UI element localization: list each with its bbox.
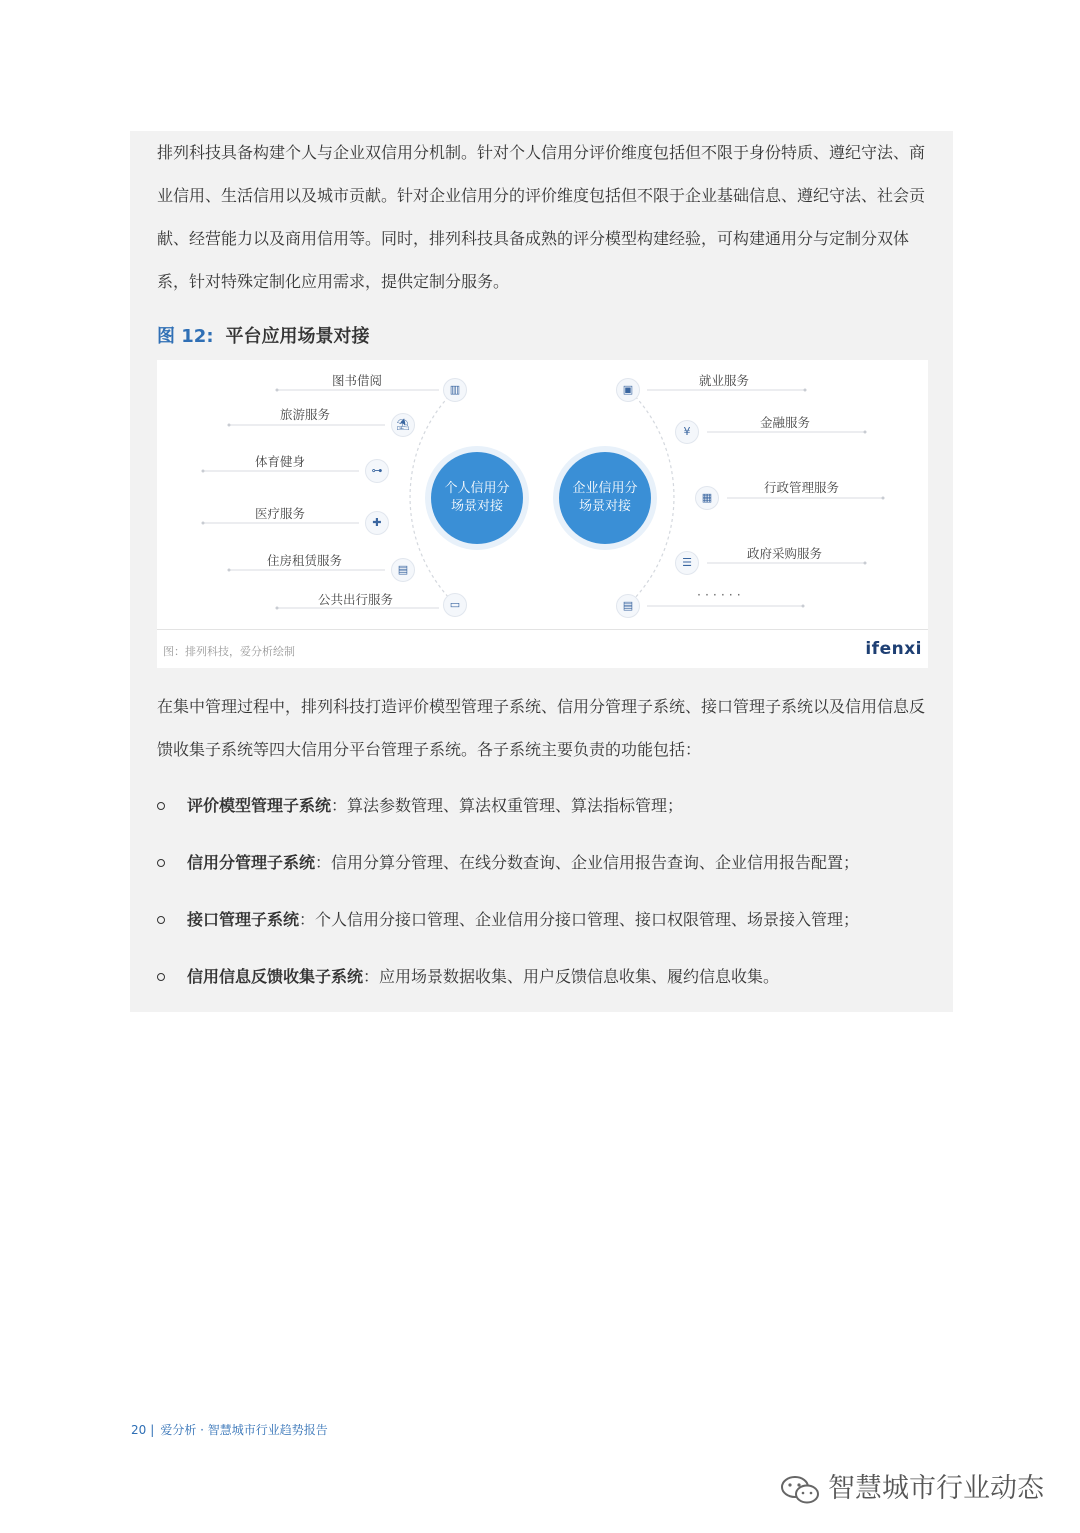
left-circle-label: [429, 480, 525, 516]
subsystem-paragraph: 在集中管理过程中，排列科技打造评价模型管理子系统、信用分管理子系统、接口管理子系统以及信用信息反馈收集子系统等四大信用分平台管理子系统。各子系统主要负责的功能包括：: [157, 697, 926, 759]
right-item-2: 行政管理服务: [764, 480, 840, 495]
bullet-desc: ：应用场景数据收集、用户反馈信息收集、履约信息收集。: [363, 967, 780, 986]
right-item-0: 就业服务: [699, 373, 750, 388]
house-lease-icon: ▤: [391, 558, 415, 582]
left-item-3: 医疗服务: [255, 506, 306, 521]
bullet-item-0: [157, 794, 927, 818]
figure-divider: [157, 629, 928, 630]
bullet-desc: ：个人信用分接口管理、企业信用分接口管理、接口权限管理、场景接入管理；: [299, 910, 860, 929]
right-circle-line1: 企业信用分: [572, 481, 638, 496]
bullet-term: 接口管理子系统: [187, 910, 300, 929]
bullet-item-1: [157, 851, 927, 875]
footer-separator: |: [150, 1423, 155, 1437]
right-item-ellipsis: · · · · · ·: [697, 587, 741, 602]
right-circle-line2: 场景对接: [578, 499, 631, 514]
bullet-desc: ：算法参数管理、算法权重管理、算法指标管理；: [331, 796, 684, 815]
dumbbell-icon: ⊶: [365, 459, 389, 483]
left-item-5: 公共出行服务: [318, 592, 394, 607]
page-footer: [131, 1421, 328, 1438]
bullet-circle-icon: [157, 802, 165, 810]
bullet-item-3: [157, 965, 927, 989]
right-circle-label: [557, 480, 653, 516]
right-item-1: 金融服务: [760, 415, 811, 430]
figure-title-text: 平台应用场景对接: [225, 326, 370, 347]
wechat-icon: [780, 1475, 820, 1505]
admin-icon: ▦: [695, 486, 719, 510]
briefcase-icon: ▣: [616, 378, 640, 402]
left-item-1: 旅游服务: [280, 407, 331, 422]
bullet-item-2: [157, 908, 927, 932]
book-icon: ▥: [443, 378, 467, 402]
finance-icon: ¥: [675, 420, 699, 444]
bullet-circle-icon: [157, 973, 165, 981]
document-icon: ▤: [616, 594, 640, 618]
ifenxi-logo: ifenxi: [865, 639, 922, 659]
scenario-diagram: [157, 360, 928, 668]
right-item-3: 政府采购服务: [747, 546, 823, 561]
page-number: 20: [131, 1423, 147, 1437]
bullet-circle-icon: [157, 916, 165, 924]
medical-cross-icon: ✚: [365, 511, 389, 535]
intro-paragraph: 排列科技具备构建个人与企业双信用分机制。针对个人信用分评价维度包括但不限于身份特质、遵纪守法、商业信用、生活信用以及城市贡献。针对企业信用分的评价维度包括但不限于企业基础信息、遵纪守法、社会贡献、经营能力以及商用信用等。同时，排列科技具备成熟的评分模型构建经验，可构建通用分与定制分双体系，针对特殊定制化应用需求，提供定制分服务。: [157, 143, 926, 291]
left-item-0: 图书借阅: [332, 373, 383, 388]
travel-icon: ⛱: [391, 413, 415, 437]
bullet-circle-icon: [157, 859, 165, 867]
bullet-term: 信用分管理子系统: [187, 853, 316, 872]
figure-source: 图：排列科技，爱分析绘制: [163, 645, 295, 658]
figure-number: 图 12:: [157, 326, 214, 347]
left-item-4: 住房租赁服务: [267, 553, 343, 568]
bullet-term: 信用信息反馈收集子系统: [187, 967, 364, 986]
left-item-2: 体育健身: [255, 454, 306, 469]
figure-title: [157, 322, 370, 348]
bullet-desc: ：信用分算分管理、在线分数查询、企业信用报告查询、企业信用报告配置；: [315, 853, 860, 872]
bus-icon: ▭: [443, 593, 467, 617]
footer-title: 爱分析 · 智慧城市行业趋势报告: [160, 1423, 328, 1437]
left-circle-line2: 场景对接: [450, 499, 503, 514]
wechat-watermark: [780, 1466, 1044, 1505]
left-circle-line1: 个人信用分: [444, 481, 510, 496]
watermark-text: 智慧城市行业动态: [828, 1473, 1044, 1504]
bullet-term: 评价模型管理子系统: [187, 796, 332, 815]
procurement-icon: ☰: [675, 551, 699, 575]
